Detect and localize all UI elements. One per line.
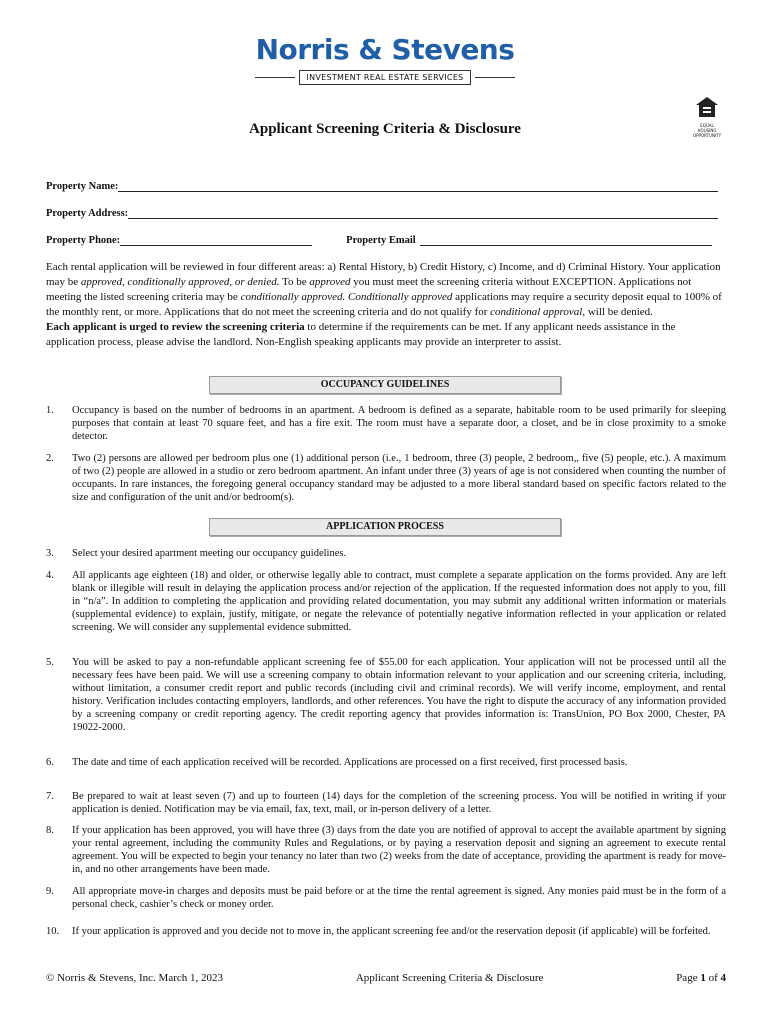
- item-number: 2.: [46, 453, 54, 464]
- item-number: 4.: [46, 570, 54, 581]
- logo-name: Norris & Stevens: [255, 33, 515, 66]
- footer-title: Applicant Screening Criteria & Disclosure: [355, 972, 544, 984]
- property-address-field: [46, 207, 718, 219]
- property-name-label: Property Name:: [46, 181, 119, 192]
- item-text: Select your desired apartment meeting our occupancy guidelines.: [72, 548, 347, 559]
- property-email-line: [420, 234, 712, 246]
- document-title: Applicant Screening Criteria & Disclosure: [249, 121, 521, 137]
- item-text: Two (2) persons are allowed per bedroom plus one (1) additional person (i.e., 1 bedroom, three (3) people, 2 bedroom,, five (5) people, etc.). A maximum of two (2) people are allowed in a studio or zero bedroom apartment. An infant under three (3) years of age is not considered when counting the number of occupants. In rare instances, the foregoing general occupancy standard may be adjusted to a more liberal standard based on specific factors related to the size and configuration of the unit and/or bedroom(s).: [72, 453, 726, 503]
- property-address-line: [128, 207, 718, 219]
- list-item: [46, 656, 726, 734]
- item-number: 6.: [46, 757, 54, 768]
- property-name-field: [46, 180, 718, 192]
- tagline: INVESTMENT REAL ESTATE SERVICES: [299, 70, 470, 85]
- item-text: If your application is approved and you decide not to move in, the applicant screening fee and/or the reservation deposit (if applicable) will be forfeited.: [72, 926, 711, 937]
- intro-text: [46, 260, 726, 350]
- list-item: [46, 452, 726, 504]
- property-phone-label: Property Phone:: [46, 235, 121, 246]
- occupancy-guidelines-header: OCCUPANCY GUIDELINES: [209, 376, 561, 394]
- footer-copyright: © Norris & Stevens, Inc. March 1, 2023: [46, 972, 223, 984]
- item-text: All appropriate move-in charges and deposits must be paid before or at the time the rental agreement is signed. Any monies paid must be in the form of a personal check, cashier’s check or money order.: [72, 886, 726, 910]
- list-item: [46, 569, 726, 634]
- list-item: [46, 885, 726, 911]
- tagline-rule-left: [255, 77, 295, 78]
- item-text: If your application has been approved, you will have three (3) days from the date you are notified of approval to accept the available apartment by signing your rental agreement, including the community Rules and Regulations, or by paying a reservation deposit and signing an agreement to execute rental agreement. You will be expected to begin your tenancy no later than two (2) weeks from the date of acceptance, providing the apartment is ready for move-in, and no other arrangements have been made.: [72, 825, 726, 875]
- property-address-label: Property Address:: [46, 208, 129, 219]
- property-email-label: Property Email: [346, 235, 416, 246]
- property-name-line: [118, 180, 718, 192]
- property-phone-field: [46, 234, 712, 246]
- list-item: [46, 756, 726, 769]
- item-number: 7.: [46, 791, 54, 802]
- list-item: [46, 790, 726, 816]
- list-item: [46, 404, 726, 443]
- list-item: [46, 925, 726, 938]
- company-logo: [0, 34, 770, 85]
- item-number: 1.: [46, 405, 54, 416]
- tagline-row: [0, 70, 770, 85]
- item-text: Be prepared to wait at least seven (7) and up to fourteen (14) days for the completion of the screening process. You will be notified in writing if your application is denied. Notification may be via email, fax, text, mail, or in-person delivery of a letter.: [72, 791, 726, 815]
- list-item: [46, 547, 726, 560]
- tagline-rule-right: [475, 77, 515, 78]
- item-number: 3.: [46, 548, 54, 559]
- equal-housing-icon: [695, 96, 719, 118]
- item-text: You will be asked to pay a non-refundable applicant screening fee of $55.00 for each application. Your application will not be processed until all the necessary fees have been paid. We will use a screening company to obtain information relevant to your application and our screening criteria, including, without limitation, a consumer credit report and public records (including civil and criminal records). We will verify income, employment, and rental history. Verification includes contacting employers, landlords, and other references. You have the right to dispute the accuracy of any information provided by a screening company or credit reporting agency. The credit reporting agency that provides information is: TransUnion, PO Box 2000, Chester, PA 19022-2000.: [72, 657, 726, 733]
- property-phone-line: [120, 234, 312, 246]
- application-process-header: APPLICATION PROCESS: [209, 518, 561, 536]
- page-number: Page 1 of 4: [676, 972, 726, 984]
- item-text: The date and time of each application received will be recorded. Applications are processed on a first received, first processed basis.: [72, 757, 628, 768]
- list-item: [46, 824, 726, 876]
- item-text: All applicants age eighteen (18) and older, or otherwise legally able to contract, must complete a separate application on the forms provided. Any are left blank or illegible will result in delaying the application process and/or rejection of the application. If the requested information does not apply to you, fill in “n/a”. In addition to completing the application and providing related documentation, you may submit any additional written information or materials (supplemental evidence) to explain, justify, mitigate, or negate the relevance of potentially negative information reflected in your application or related screening. We will consider any supplemental evidence submitted.: [72, 570, 726, 633]
- item-text: Occupancy is based on the number of bedrooms in an apartment. A bedroom is defined as a separate, habitable room to be used primarily for sleeping purposes that contain at least 70 square feet, and has a fire exit. The room must have a separate door, a closet, and be in close proximity to a smoke detector.: [72, 405, 726, 442]
- item-number: 10.: [46, 926, 60, 937]
- item-number: 5.: [46, 657, 54, 668]
- item-number: 8.: [46, 825, 54, 836]
- page-footer: [46, 972, 726, 984]
- intro-paragraph-1: Each rental application will be reviewed in four different areas: a) Rental History, b) Credit History, c) Income, and d) Criminal History. Your application may be approved, conditionally approved, or denied. To be approved you must meet the screening criteria without EXCEPTION. Applications not meeting the listed screening criteria may be conditionally approved. Conditionally approved applications may require a security deposit equal to 100% of the monthly rent, or more. Applications that do not meet the screening criteria and do not qualify for conditional approval, will be denied.: [46, 261, 722, 318]
- item-number: 9.: [46, 886, 54, 897]
- intro-paragraph-2: Each applicant is urged to review the screening criteria to determine if the requirements can be met. If any applicant needs assistance in the application process, please advise the landlord. Non-English speaking applicants may provide an interpreter to assist.: [46, 321, 676, 348]
- equal-housing-text: EQUAL HOUSING OPPORTUNITY: [692, 123, 722, 138]
